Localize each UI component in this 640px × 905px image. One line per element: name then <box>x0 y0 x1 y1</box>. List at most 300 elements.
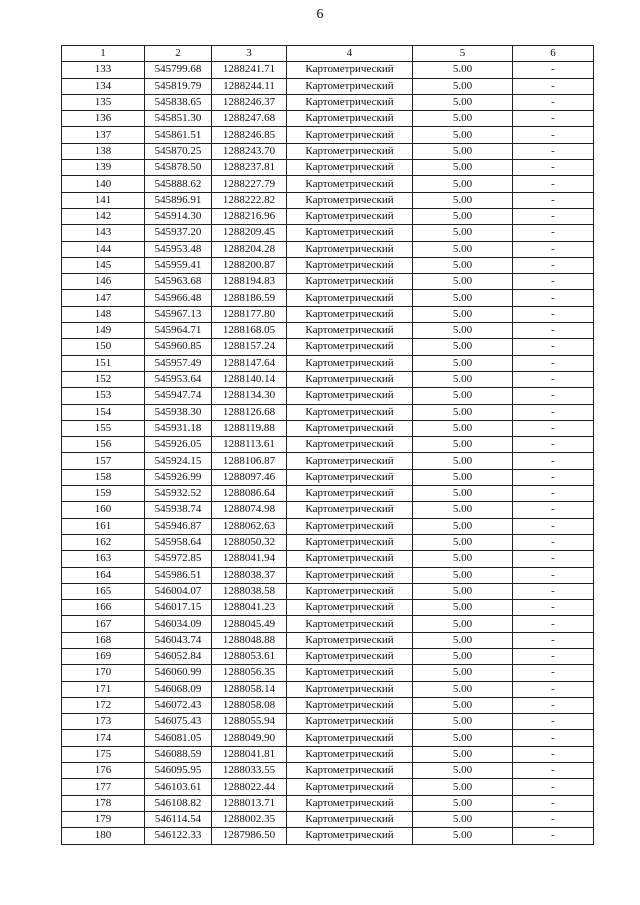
point-number-cell: 140 <box>62 176 145 192</box>
point-number-cell: 135 <box>62 94 145 110</box>
note-cell: - <box>513 697 594 713</box>
y-coordinate-cell: 1288204.28 <box>212 241 287 257</box>
point-number-cell: 163 <box>62 551 145 567</box>
table-row <box>62 469 594 485</box>
point-number-cell: 178 <box>62 795 145 811</box>
point-number-cell: 159 <box>62 486 145 502</box>
y-coordinate-cell: 1288055.94 <box>212 714 287 730</box>
y-coordinate-cell: 1288126.68 <box>212 404 287 420</box>
table-row <box>62 600 594 616</box>
x-coordinate-cell: 545972.85 <box>145 551 212 567</box>
point-number-cell: 155 <box>62 420 145 436</box>
table-row <box>62 486 594 502</box>
y-coordinate-cell: 1288106.87 <box>212 453 287 469</box>
y-coordinate-cell: 1288062.63 <box>212 518 287 534</box>
note-cell: - <box>513 127 594 143</box>
x-coordinate-cell: 545932.52 <box>145 486 212 502</box>
x-coordinate-cell: 546088.59 <box>145 746 212 762</box>
y-coordinate-cell: 1288247.68 <box>212 111 287 127</box>
method-cell: Картометрический <box>287 420 413 436</box>
note-cell: - <box>513 176 594 192</box>
note-cell: - <box>513 257 594 273</box>
point-number-cell: 137 <box>62 127 145 143</box>
note-cell: - <box>513 665 594 681</box>
y-coordinate-cell: 1288209.45 <box>212 225 287 241</box>
method-cell: Картометрический <box>287 616 413 632</box>
table-row <box>62 290 594 306</box>
method-cell: Картометрический <box>287 779 413 795</box>
table-row <box>62 714 594 730</box>
accuracy-cell: 5.00 <box>413 62 513 78</box>
table-row <box>62 534 594 550</box>
method-cell: Картометрический <box>287 339 413 355</box>
accuracy-cell: 5.00 <box>413 257 513 273</box>
accuracy-cell: 5.00 <box>413 502 513 518</box>
accuracy-cell: 5.00 <box>413 160 513 176</box>
y-coordinate-cell: 1287986.50 <box>212 828 287 844</box>
method-cell: Картометрический <box>287 730 413 746</box>
point-number-cell: 142 <box>62 208 145 224</box>
table-row <box>62 828 594 844</box>
point-number-cell: 180 <box>62 828 145 844</box>
x-coordinate-cell: 545947.74 <box>145 388 212 404</box>
x-coordinate-cell: 545957.49 <box>145 355 212 371</box>
method-cell: Картометрический <box>287 811 413 827</box>
table-row <box>62 160 594 176</box>
point-number-cell: 170 <box>62 665 145 681</box>
x-coordinate-cell: 546114.54 <box>145 811 212 827</box>
y-coordinate-cell: 1288134.30 <box>212 388 287 404</box>
x-coordinate-cell: 545967.13 <box>145 306 212 322</box>
table-row <box>62 306 594 322</box>
accuracy-cell: 5.00 <box>413 648 513 664</box>
x-coordinate-cell: 545878.50 <box>145 160 212 176</box>
x-coordinate-cell: 545953.48 <box>145 241 212 257</box>
note-cell: - <box>513 306 594 322</box>
table-row <box>62 420 594 436</box>
table-row <box>62 665 594 681</box>
table-row <box>62 648 594 664</box>
y-coordinate-cell: 1288058.14 <box>212 681 287 697</box>
note-cell: - <box>513 94 594 110</box>
point-number-cell: 161 <box>62 518 145 534</box>
table-row <box>62 241 594 257</box>
point-number-cell: 167 <box>62 616 145 632</box>
table-row <box>62 583 594 599</box>
note-cell: - <box>513 795 594 811</box>
method-cell: Картометрический <box>287 681 413 697</box>
x-coordinate-cell: 545924.15 <box>145 453 212 469</box>
x-coordinate-cell: 545799.68 <box>145 62 212 78</box>
note-cell: - <box>513 616 594 632</box>
column-header-2: 2 <box>145 46 212 62</box>
point-number-cell: 149 <box>62 323 145 339</box>
y-coordinate-cell: 1288177.80 <box>212 306 287 322</box>
method-cell: Картометрический <box>287 355 413 371</box>
table-row <box>62 681 594 697</box>
accuracy-cell: 5.00 <box>413 78 513 94</box>
method-cell: Картометрический <box>287 551 413 567</box>
point-number-cell: 175 <box>62 746 145 762</box>
y-coordinate-cell: 1288147.64 <box>212 355 287 371</box>
x-coordinate-cell: 545959.41 <box>145 257 212 273</box>
x-coordinate-cell: 545926.05 <box>145 437 212 453</box>
note-cell: - <box>513 502 594 518</box>
point-number-cell: 156 <box>62 437 145 453</box>
x-coordinate-cell: 545838.65 <box>145 94 212 110</box>
method-cell: Картометрический <box>287 763 413 779</box>
method-cell: Картометрический <box>287 306 413 322</box>
accuracy-cell: 5.00 <box>413 323 513 339</box>
y-coordinate-cell: 1288038.58 <box>212 583 287 599</box>
accuracy-cell: 5.00 <box>413 111 513 127</box>
method-cell: Картометрический <box>287 632 413 648</box>
note-cell: - <box>513 404 594 420</box>
point-number-cell: 152 <box>62 371 145 387</box>
method-cell: Картометрический <box>287 714 413 730</box>
note-cell: - <box>513 567 594 583</box>
y-coordinate-cell: 1288053.61 <box>212 648 287 664</box>
point-number-cell: 150 <box>62 339 145 355</box>
x-coordinate-cell: 545938.30 <box>145 404 212 420</box>
y-coordinate-cell: 1288246.37 <box>212 94 287 110</box>
accuracy-cell: 5.00 <box>413 567 513 583</box>
accuracy-cell: 5.00 <box>413 339 513 355</box>
accuracy-cell: 5.00 <box>413 534 513 550</box>
y-coordinate-cell: 1288049.90 <box>212 730 287 746</box>
x-coordinate-cell: 545926.99 <box>145 469 212 485</box>
note-cell: - <box>513 208 594 224</box>
x-coordinate-cell: 545946.87 <box>145 518 212 534</box>
table-row <box>62 616 594 632</box>
method-cell: Картометрический <box>287 323 413 339</box>
table-row <box>62 453 594 469</box>
accuracy-cell: 5.00 <box>413 192 513 208</box>
note-cell: - <box>513 632 594 648</box>
accuracy-cell: 5.00 <box>413 746 513 762</box>
table-row <box>62 632 594 648</box>
table-row <box>62 355 594 371</box>
note-cell: - <box>513 192 594 208</box>
point-number-cell: 133 <box>62 62 145 78</box>
accuracy-cell: 5.00 <box>413 404 513 420</box>
y-coordinate-cell: 1288074.98 <box>212 502 287 518</box>
x-coordinate-cell: 546122.33 <box>145 828 212 844</box>
x-coordinate-cell: 546075.43 <box>145 714 212 730</box>
accuracy-cell: 5.00 <box>413 518 513 534</box>
y-coordinate-cell: 1288033.55 <box>212 763 287 779</box>
accuracy-cell: 5.00 <box>413 420 513 436</box>
method-cell: Картометрический <box>287 567 413 583</box>
point-number-cell: 173 <box>62 714 145 730</box>
method-cell: Картометрический <box>287 600 413 616</box>
y-coordinate-cell: 1288058.08 <box>212 697 287 713</box>
page-number: 6 <box>316 7 324 22</box>
note-cell: - <box>513 714 594 730</box>
x-coordinate-cell: 545851.30 <box>145 111 212 127</box>
x-coordinate-cell: 545938.74 <box>145 502 212 518</box>
y-coordinate-cell: 1288048.88 <box>212 632 287 648</box>
method-cell: Картометрический <box>287 274 413 290</box>
point-number-cell: 160 <box>62 502 145 518</box>
note-cell: - <box>513 681 594 697</box>
y-coordinate-cell: 1288243.70 <box>212 143 287 159</box>
table-row <box>62 94 594 110</box>
method-cell: Картометрический <box>287 746 413 762</box>
x-coordinate-cell: 546068.09 <box>145 681 212 697</box>
accuracy-cell: 5.00 <box>413 127 513 143</box>
y-coordinate-cell: 1288022.44 <box>212 779 287 795</box>
x-coordinate-cell: 546034.09 <box>145 616 212 632</box>
x-coordinate-cell: 545861.51 <box>145 127 212 143</box>
x-coordinate-cell: 545963.68 <box>145 274 212 290</box>
note-cell: - <box>513 274 594 290</box>
note-cell: - <box>513 730 594 746</box>
column-header-3: 3 <box>212 46 287 62</box>
method-cell: Картометрический <box>287 62 413 78</box>
y-coordinate-cell: 1288222.82 <box>212 192 287 208</box>
note-cell: - <box>513 453 594 469</box>
method-cell: Картометрический <box>287 225 413 241</box>
table-row <box>62 388 594 404</box>
y-coordinate-cell: 1288038.37 <box>212 567 287 583</box>
y-coordinate-cell: 1288227.79 <box>212 176 287 192</box>
table-row <box>62 746 594 762</box>
table-header-row <box>62 46 594 62</box>
method-cell: Картометрический <box>287 111 413 127</box>
x-coordinate-cell: 545896.91 <box>145 192 212 208</box>
note-cell: - <box>513 763 594 779</box>
method-cell: Картометрический <box>287 697 413 713</box>
method-cell: Картометрический <box>287 486 413 502</box>
note-cell: - <box>513 388 594 404</box>
accuracy-cell: 5.00 <box>413 453 513 469</box>
table-row <box>62 502 594 518</box>
point-number-cell: 154 <box>62 404 145 420</box>
point-number-cell: 179 <box>62 811 145 827</box>
point-number-cell: 148 <box>62 306 145 322</box>
y-coordinate-cell: 1288002.35 <box>212 811 287 827</box>
x-coordinate-cell: 545986.51 <box>145 567 212 583</box>
point-number-cell: 143 <box>62 225 145 241</box>
x-coordinate-cell: 545937.20 <box>145 225 212 241</box>
table-row <box>62 62 594 78</box>
y-coordinate-cell: 1288241.71 <box>212 62 287 78</box>
point-number-cell: 157 <box>62 453 145 469</box>
accuracy-cell: 5.00 <box>413 697 513 713</box>
point-number-cell: 147 <box>62 290 145 306</box>
point-number-cell: 145 <box>62 257 145 273</box>
point-number-cell: 177 <box>62 779 145 795</box>
accuracy-cell: 5.00 <box>413 306 513 322</box>
method-cell: Картометрический <box>287 437 413 453</box>
method-cell: Картометрический <box>287 583 413 599</box>
method-cell: Картометрический <box>287 192 413 208</box>
note-cell: - <box>513 143 594 159</box>
y-coordinate-cell: 1288097.46 <box>212 469 287 485</box>
method-cell: Картометрический <box>287 208 413 224</box>
x-coordinate-cell: 545964.71 <box>145 323 212 339</box>
table-row <box>62 127 594 143</box>
x-coordinate-cell: 546017.15 <box>145 600 212 616</box>
accuracy-cell: 5.00 <box>413 763 513 779</box>
table-row <box>62 176 594 192</box>
note-cell: - <box>513 551 594 567</box>
method-cell: Картометрический <box>287 127 413 143</box>
note-cell: - <box>513 160 594 176</box>
note-cell: - <box>513 339 594 355</box>
note-cell: - <box>513 323 594 339</box>
note-cell: - <box>513 518 594 534</box>
point-number-cell: 174 <box>62 730 145 746</box>
table-row <box>62 143 594 159</box>
x-coordinate-cell: 545958.64 <box>145 534 212 550</box>
y-coordinate-cell: 1288244.11 <box>212 78 287 94</box>
method-cell: Картометрический <box>287 404 413 420</box>
table-row <box>62 323 594 339</box>
method-cell: Картометрический <box>287 502 413 518</box>
y-coordinate-cell: 1288157.24 <box>212 339 287 355</box>
note-cell: - <box>513 371 594 387</box>
note-cell: - <box>513 486 594 502</box>
x-coordinate-cell: 545914.30 <box>145 208 212 224</box>
x-coordinate-cell: 545931.18 <box>145 420 212 436</box>
note-cell: - <box>513 811 594 827</box>
x-coordinate-cell: 546043.74 <box>145 632 212 648</box>
point-number-cell: 136 <box>62 111 145 127</box>
method-cell: Картометрический <box>287 534 413 550</box>
note-cell: - <box>513 420 594 436</box>
table-row <box>62 763 594 779</box>
table-row <box>62 779 594 795</box>
accuracy-cell: 5.00 <box>413 371 513 387</box>
point-number-cell: 158 <box>62 469 145 485</box>
accuracy-cell: 5.00 <box>413 779 513 795</box>
method-cell: Картометрический <box>287 388 413 404</box>
table-row <box>62 437 594 453</box>
method-cell: Картометрический <box>287 828 413 844</box>
note-cell: - <box>513 779 594 795</box>
x-coordinate-cell: 545870.25 <box>145 143 212 159</box>
x-coordinate-cell: 546060.99 <box>145 665 212 681</box>
method-cell: Картометрический <box>287 290 413 306</box>
method-cell: Картометрический <box>287 371 413 387</box>
note-cell: - <box>513 534 594 550</box>
table-row <box>62 371 594 387</box>
accuracy-cell: 5.00 <box>413 486 513 502</box>
x-coordinate-cell: 546108.82 <box>145 795 212 811</box>
method-cell: Картометрический <box>287 453 413 469</box>
accuracy-cell: 5.00 <box>413 176 513 192</box>
table-row <box>62 225 594 241</box>
note-cell: - <box>513 469 594 485</box>
y-coordinate-cell: 1288246.85 <box>212 127 287 143</box>
note-cell: - <box>513 62 594 78</box>
accuracy-cell: 5.00 <box>413 355 513 371</box>
accuracy-cell: 5.00 <box>413 828 513 844</box>
point-number-cell: 172 <box>62 697 145 713</box>
method-cell: Картометрический <box>287 78 413 94</box>
accuracy-cell: 5.00 <box>413 681 513 697</box>
x-coordinate-cell: 546052.84 <box>145 648 212 664</box>
accuracy-cell: 5.00 <box>413 714 513 730</box>
table-row <box>62 518 594 534</box>
note-cell: - <box>513 111 594 127</box>
point-number-cell: 138 <box>62 143 145 159</box>
y-coordinate-cell: 1288194.83 <box>212 274 287 290</box>
y-coordinate-cell: 1288045.49 <box>212 616 287 632</box>
accuracy-cell: 5.00 <box>413 583 513 599</box>
y-coordinate-cell: 1288119.88 <box>212 420 287 436</box>
y-coordinate-cell: 1288050.32 <box>212 534 287 550</box>
x-coordinate-cell: 545953.64 <box>145 371 212 387</box>
table-row <box>62 111 594 127</box>
point-number-cell: 176 <box>62 763 145 779</box>
y-coordinate-cell: 1288041.94 <box>212 551 287 567</box>
method-cell: Картометрический <box>287 469 413 485</box>
point-number-cell: 153 <box>62 388 145 404</box>
accuracy-cell: 5.00 <box>413 632 513 648</box>
note-cell: - <box>513 241 594 257</box>
point-number-cell: 166 <box>62 600 145 616</box>
y-coordinate-cell: 1288186.59 <box>212 290 287 306</box>
x-coordinate-cell: 546103.61 <box>145 779 212 795</box>
point-number-cell: 141 <box>62 192 145 208</box>
method-cell: Картометрический <box>287 160 413 176</box>
note-cell: - <box>513 828 594 844</box>
accuracy-cell: 5.00 <box>413 274 513 290</box>
table-row <box>62 257 594 273</box>
coordinates-table <box>61 45 594 845</box>
point-number-cell: 139 <box>62 160 145 176</box>
accuracy-cell: 5.00 <box>413 290 513 306</box>
table-row <box>62 811 594 827</box>
note-cell: - <box>513 437 594 453</box>
accuracy-cell: 5.00 <box>413 551 513 567</box>
accuracy-cell: 5.00 <box>413 94 513 110</box>
y-coordinate-cell: 1288140.14 <box>212 371 287 387</box>
table-body <box>62 62 594 844</box>
table-row <box>62 274 594 290</box>
method-cell: Картометрический <box>287 257 413 273</box>
y-coordinate-cell: 1288216.96 <box>212 208 287 224</box>
x-coordinate-cell: 545819.79 <box>145 78 212 94</box>
y-coordinate-cell: 1288056.35 <box>212 665 287 681</box>
column-header-1: 1 <box>62 46 145 62</box>
method-cell: Картометрический <box>287 241 413 257</box>
method-cell: Картометрический <box>287 518 413 534</box>
note-cell: - <box>513 78 594 94</box>
x-coordinate-cell: 546081.05 <box>145 730 212 746</box>
table-row <box>62 795 594 811</box>
point-number-cell: 171 <box>62 681 145 697</box>
accuracy-cell: 5.00 <box>413 437 513 453</box>
column-header-4: 4 <box>287 46 413 62</box>
accuracy-cell: 5.00 <box>413 241 513 257</box>
note-cell: - <box>513 225 594 241</box>
table-row <box>62 404 594 420</box>
point-number-cell: 165 <box>62 583 145 599</box>
note-cell: - <box>513 583 594 599</box>
y-coordinate-cell: 1288237.81 <box>212 160 287 176</box>
method-cell: Картометрический <box>287 648 413 664</box>
accuracy-cell: 5.00 <box>413 388 513 404</box>
y-coordinate-cell: 1288013.71 <box>212 795 287 811</box>
point-number-cell: 162 <box>62 534 145 550</box>
column-header-5: 5 <box>413 46 513 62</box>
accuracy-cell: 5.00 <box>413 795 513 811</box>
point-number-cell: 146 <box>62 274 145 290</box>
